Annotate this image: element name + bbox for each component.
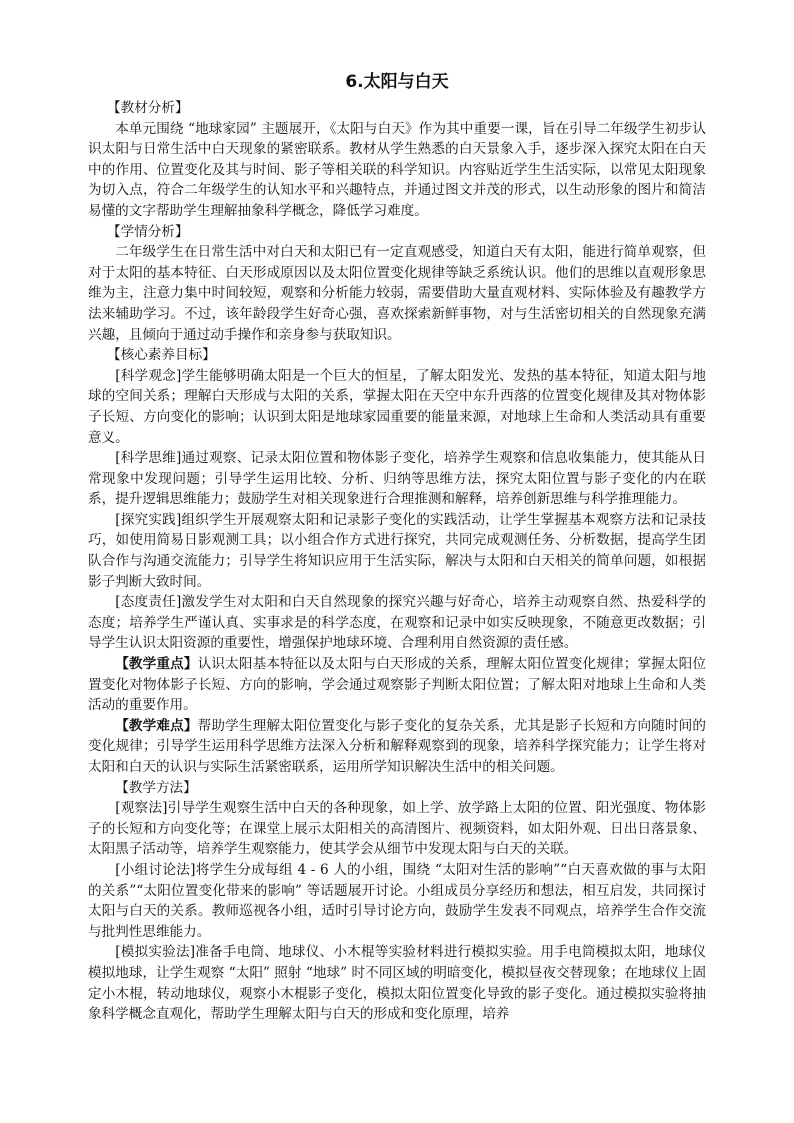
learner-analysis-paragraph: 二年级学生在日常生活中对白天和太阳已有一定直观感受，知道白天有太阳，能进行简单观察，但对于太阳的基本特征、白天形成原因以及太阳位置变化规律等缺乏系统认识。他们的思维以直观形象思维为主，注意力集中时间较短，观察和分析能力较弱，需要借助大量直观材料、实际体验及有趣教学方法来辅助学习。不过，该年龄段学生好奇心强，喜欢探索新鲜事物，对与生活密切相关的自然现象充满兴趣，且倾向于通过动手操作和亲身参与获取知识。 [88,244,706,343]
section-heading-key-points: 【教学重点】 [115,656,198,673]
section-heading-core-goals: 【核心素养目标】 [107,347,216,364]
core-goal-science-concept: [科学观念]学生能够明确太阳是一个巨大的恒星，了解太阳发光、发热的基本特征，知道太阳与地球的空间关系；理解白天形成与太阳的关系，掌握太阳在天空中东升西落的位置变化规律及其对物体影子长短、方向变化的影响；认识到太阳是地球家园重要的能量来源，对地球上生命和人类活动具有重要意义。 [88,367,706,446]
section-heading-textbook-analysis: 【教材分析】 [107,100,189,116]
method-simulation-experiment: [模拟实验法]准备手电筒、地球仪、小木棍等实验材料进行模拟实验。用手电筒模拟太阳，地球仪模拟地球，让学生观察 “太阳” 照射 “地球” 时不同区域的明暗变化，模拟昼夜交替现象；在地球仪上固定小木棍，转动地球仪，观察小木棍影子变化，模拟太阳位置变化导致的影子变化。通过模拟实验将抽象科学概念直观化，帮助学生理解太阳与白天的形成和变化原理，培养 [88,944,706,1023]
key-points-paragraph [88,654,706,716]
section-heading-methods: 【教学方法】 [115,779,197,796]
method-group-discussion: [小组讨论法]将学生分成每组 4 - 6 人的小组，围绕 “太阳对生活的影响”“白天喜欢做的事与太阳的关系”“太阳位置变化带来的影响” 等话题展开讨论。小组成员分享经历和想法，相互启发，共同探讨太阳与白天的关系。教师巡视各小组，适时引导讨论方向，鼓励学生发表不同观点，培养学生合作交流与批判性思维能力。 [88,861,706,940]
document-body [88,98,706,1025]
difficulties-paragraph [88,716,706,778]
core-goal-attitude-responsibility: [态度责任]激发学生对太阳和白天自然现象的探究兴趣与好奇心，培养主动观察自然、热爱科学的态度；培养学生严谨认真、实事求是的科学态度，在观察和记录中如实反映现象，不随意更改数据；引导学生认识太阳资源的重要性，增强保护地球环境、合理利用自然资源的责任感。 [88,594,706,652]
difficulties-text: 帮助学生理解太阳位置变化与影子变化的复杂关系，尤其是影子长短和方向随时间的变化规律；引导学生运用科学思维方法深入分析和解释观察到的现象，培养科学探究能力；让学生将对太阳和白天的认识与实际生活紧密联系，运用所学知识解决生活中的相关问题。 [88,717,707,775]
section-heading-difficulties: 【教学难点】 [115,717,198,734]
core-goal-science-thinking: [科学思维]通过观察、记录太阳位置和物体影子变化，培养学生观察和信息收集能力，使其能从日常现象中发现问题；引导学生运用比较、分析、归纳等思维方法，探究太阳位置与影子变化的内在联系，提升逻辑思维能力；鼓励学生对相关现象进行合理推测和解释，培养创新思维与科学推理能力。 [88,450,706,508]
key-points-text: 认识太阳基本特征以及太阳与白天形成的关系，理解太阳位置变化规律；掌握太阳位置变化对物体影子长短、方向的影响，学会通过观察影子判断太阳位置；了解太阳对地球上生命和人类活动的重要作用。 [88,656,707,714]
core-goal-inquiry-practice: [探究实践]组织学生开展观察太阳和记录影子变化的实践活动，让学生掌握基本观察方法和记录技巧，如使用简易日影观测工具；以小组合作方式进行探究，共同完成观测任务、分析数据，提高学生团队合作与沟通交流能力；引导学生将知识应用于生活实际，解决与太阳和白天相关的简单问题，如根据影子判断大致时间。 [88,511,706,590]
section-heading-learner-analysis: 【学情分析】 [107,223,189,240]
document-title: 6.太阳与白天 [345,72,449,92]
method-observation: [观察法]引导学生观察生活中白天的各种现象，如上学、放学路上太阳的位置、阳光强度、物体影子的长短和方向变化等；在课堂上展示太阳相关的高清图片、视频资料，如太阳外观、日出日落景象、太阳黑子活动等，培养学生观察能力，使其学会从细节中发现太阳与白天的关联。 [88,800,706,858]
textbook-analysis-paragraph: 本单元围绕 “地球家园” 主题展开，《太阳与白天》作为其中重要一课，旨在引导二年级学生初步认识太阳与日常生活中白天现象的紧密联系。教材从学生熟悉的白天景象入手，逐步深入探究太阳在白天中的作用、位置变化及其与时间、影子等相关联的科学知识。内容贴近学生生活实际，以常见太阳现象为切入点，符合二年级学生的认知水平和兴趣特点，并通过图文并茂的形式，以生动形象的图片和简洁易懂的文字帮助学生理解抽象科学概念，降低学习难度。 [88,120,706,219]
document-page [88,70,706,1025]
